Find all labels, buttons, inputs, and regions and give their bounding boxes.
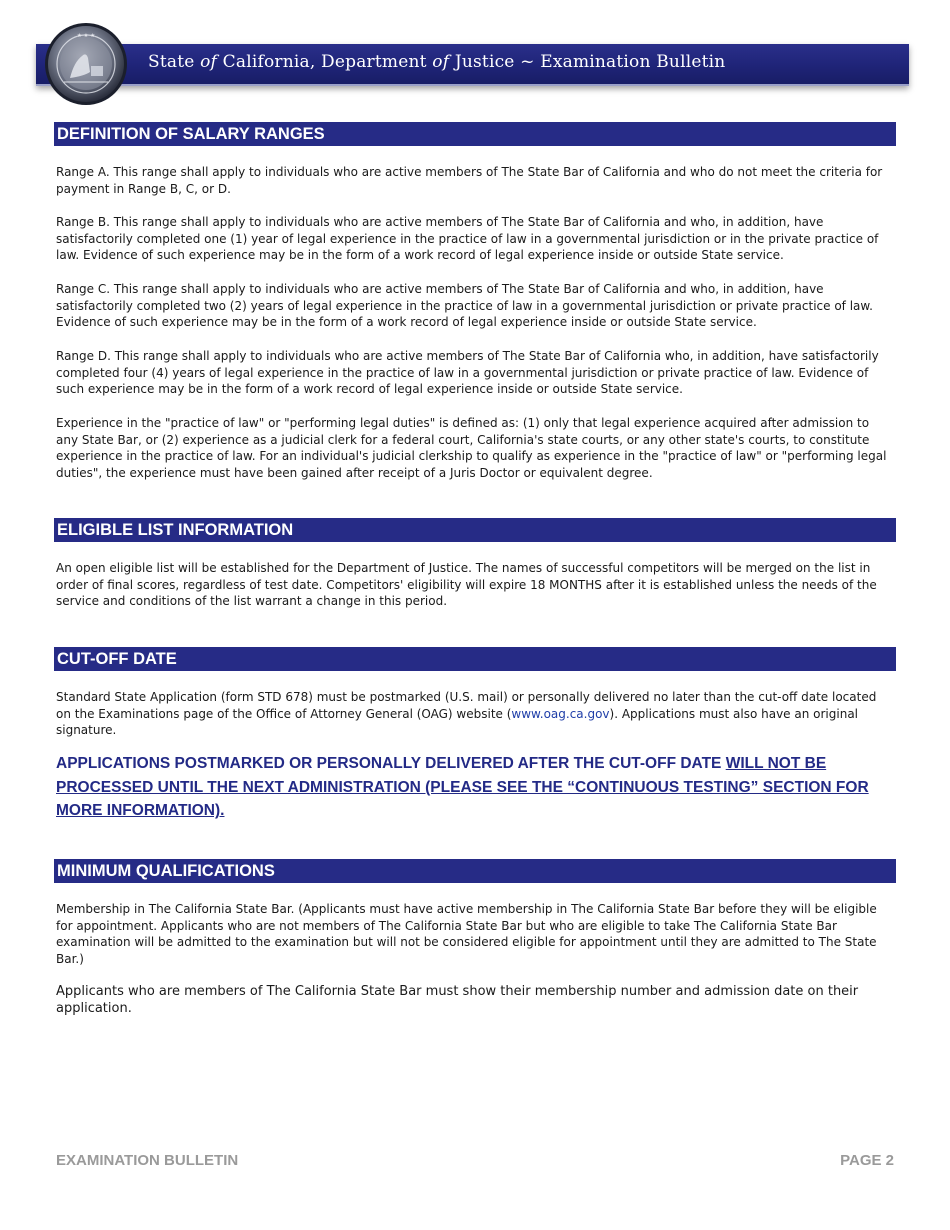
state-seal-icon	[44, 22, 128, 106]
membership-paragraph: Membership in The California State Bar. (Applicants must have active membership in The California State Bar before they will be eligible for appointment. Applicants who are not members of The California State Bar but who are eligible to take The California State Bar examination will be admitted to the examination but will not be considered eligible for appointment until they are admitted to The State Bar.)	[56, 902, 877, 966]
membership-number-paragraph: Applicants who are members of The California State Bar must show their membership number and admission date on their application.	[56, 984, 859, 1016]
eligible-list-paragraph: An open eligible list will be established for the Department of Justice. The names of successful competitors will be merged on the list in order of final scores, regardless of test date. Competitors' eligibility will expire 18 MONTHS after it is established unless the needs of the service and conditions of the list warrant a change in this period.	[56, 561, 877, 609]
footer-page-number: PAGE 2	[840, 1152, 894, 1169]
range-d-paragraph: Range D. This range shall apply to individuals who are active members of The State Bar of California who, in addition, have satisfactorily completed four (4) years of legal experience in the practice of law in a governmental jurisdiction or private practice of law. Evidence of such experience may be in the form of a work record of legal experience inside or outside State service.	[56, 349, 879, 397]
range-c-paragraph: Range C. This range shall apply to individuals who are active members of The State Bar of California and who, in addition, have satisfactorily completed two (2) years of legal experience in the practice of law in a governmental jurisdiction or private practice of law. Evidence of such experience may be in the form of a work record of legal experience inside or outside State service.	[56, 282, 873, 330]
cutoff-paragraph: Standard State Application (form STD 678) must be postmarked (U.S. mail) or personally delivered no later than the cut-off date located on the Examinations page of the Office of Attorney General (OAG) website (www.oag.ca.gov). Applications must also have an original signature.	[56, 690, 877, 738]
header-title: State of California, Department of Justice ~ Examination Bulletin	[148, 52, 726, 72]
footer-bulletin-label: EXAMINATION BULLETIN	[56, 1152, 239, 1169]
section-header-cutoff-date: CUT-OFF DATE	[54, 647, 896, 671]
cutoff-notice: APPLICATIONS POSTMARKED OR PERSONALLY DELIVERED AFTER THE CUT-OFF DATE WILL NOT BE PROCESSED UNTIL THE NEXT ADMINISTRATION (PLEASE SEE THE “CONTINUOUS TESTING” SECTION FOR MORE INFORMATION).	[56, 755, 869, 819]
svg-text:★ ★ ★: ★ ★ ★	[76, 33, 96, 39]
range-a-paragraph: Range A. This range shall apply to individuals who are active members of The State Bar of California and who do not meet the criteria for payment in Range B, C, or D.	[56, 165, 883, 196]
oag-website-link[interactable]: www.oag.ca.gov	[511, 706, 610, 721]
range-b-paragraph: Range B. This range shall apply to individuals who are active members of The State Bar of California and who, in addition, have satisfactorily completed one (1) year of legal experience in the practice of law in a governmental jurisdiction or in the private practice of law. Evidence of such experience may be in the form of a work record of legal experience inside or outside State service.	[56, 215, 879, 263]
section-header-minimum-qualifications: MINIMUM QUALIFICATIONS	[54, 859, 896, 883]
section-header-eligible-list: ELIGIBLE LIST INFORMATION	[54, 518, 896, 542]
practice-of-law-paragraph: Experience in the "practice of law" or "performing legal duties" is defined as: (1) only that legal experience acquired after admission to any State Bar, or (2) experience as a judicial clerk for a federal court, California's state courts, or any other state's courts, to constitute experience in the practice of law. For an individual's judicial clerkship to qualify as experience in the "practice of law" or "performing legal duties", the experience must have been gained after receipt of a Juris Doctor or equivalent degree.	[56, 416, 887, 480]
section-header-salary-ranges: DEFINITION OF SALARY RANGES	[54, 122, 896, 146]
